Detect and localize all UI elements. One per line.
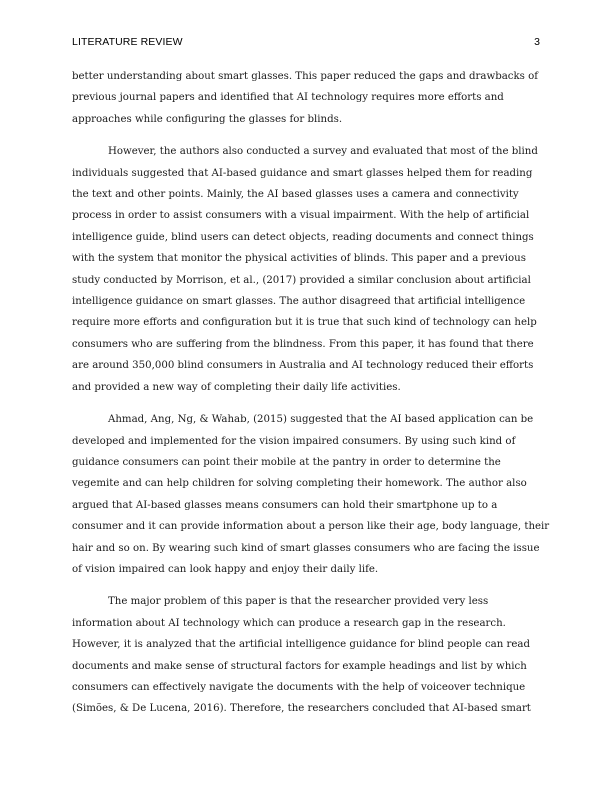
text-line: intelligence guide, blind users can detect objects, reading documents and connect things — [72, 231, 534, 243]
text-line: individuals suggested that AI-based guidance and smart glasses helped them for reading — [72, 167, 533, 179]
text-line: documents and make sense of structural factors for example headings and list by which — [72, 660, 527, 672]
text-line: require more efforts and configuration but it is true that such kind of technology can help — [72, 317, 537, 329]
page-number: 3 — [534, 36, 540, 48]
text-line: However, the authors also conducted a survey and evaluated that most of the blind — [108, 146, 538, 158]
text-line: approaches while configuring the glasses for blinds. — [72, 113, 343, 125]
text-line: the text and other points. Mainly, the AI based glasses uses a camera and connectivity — [72, 189, 519, 201]
text-line: The major problem of this paper is that the researcher provided very less — [108, 596, 489, 608]
body-text — [72, 66, 550, 731]
text-line: consumer and it can provide information about a person like their age, body language, their — [72, 521, 550, 533]
text-line: and provided a new way of completing their daily life activities. — [72, 381, 401, 393]
text-line: intelligence guidance on smart glasses. The author disagreed that artificial intelligence — [72, 296, 526, 308]
text-line: (Simões, & De Lucena, 2016). Therefore, the researchers concluded that AI-based smart — [72, 703, 531, 715]
text-line: of vision impaired can look happy and enjoy their daily life. — [72, 563, 379, 575]
text-line: guidance consumers can point their mobile at the pantry in order to determine the — [72, 456, 501, 468]
paragraph-1 — [72, 66, 542, 130]
paragraph-2 — [72, 141, 542, 398]
text-line: information about AI technology which can produce a research gap in the research. — [72, 617, 506, 629]
text-line: argued that AI-based glasses means consumers can hold their smartphone up to a — [72, 499, 498, 511]
text-line: process in order to assist consumers with a visual impairment. With the help of artificial — [72, 210, 530, 222]
text-line: consumers can effectively navigate the documents with the help of voiceover technique — [72, 681, 526, 693]
text-line: better understanding about smart glasses. This paper reduced the gaps and drawbacks of — [72, 71, 539, 82]
text-line: hair and so on. By wearing such kind of smart glasses consumers who are facing the issue — [72, 542, 540, 554]
text-line: with the system that monitor the physical activities of blinds. This paper and a previous — [72, 253, 526, 265]
text-line: vegemite and can help children for solving completing their homework. The author also — [72, 478, 527, 490]
text-line: consumers who are suffering from the blindness. From this paper, it has found that there — [72, 338, 534, 350]
text-line: previous journal papers and identified that AI technology requires more efforts and — [72, 92, 504, 104]
text-line: However, it is analyzed that the artificial intelligence guidance for blind people can read — [72, 639, 531, 651]
text-line: are around 350,000 blind consumers in Australia and AI technology reduced their efforts — [72, 360, 534, 372]
text-line: Ahmad, Ang, Ng, & Wahab, (2015) suggested that the AI based application can be — [108, 414, 534, 426]
text-line: developed and implemented for the vision impaired consumers. By using such kind of — [72, 435, 516, 447]
page-header — [72, 36, 540, 50]
running-head: LITERATURE REVIEW — [72, 36, 183, 48]
text-line: study conducted by Morrison, et al., (2017) provided a similar conclusion about artificial — [72, 274, 531, 286]
paragraph-4 — [72, 591, 542, 719]
paragraph-3 — [72, 409, 550, 580]
